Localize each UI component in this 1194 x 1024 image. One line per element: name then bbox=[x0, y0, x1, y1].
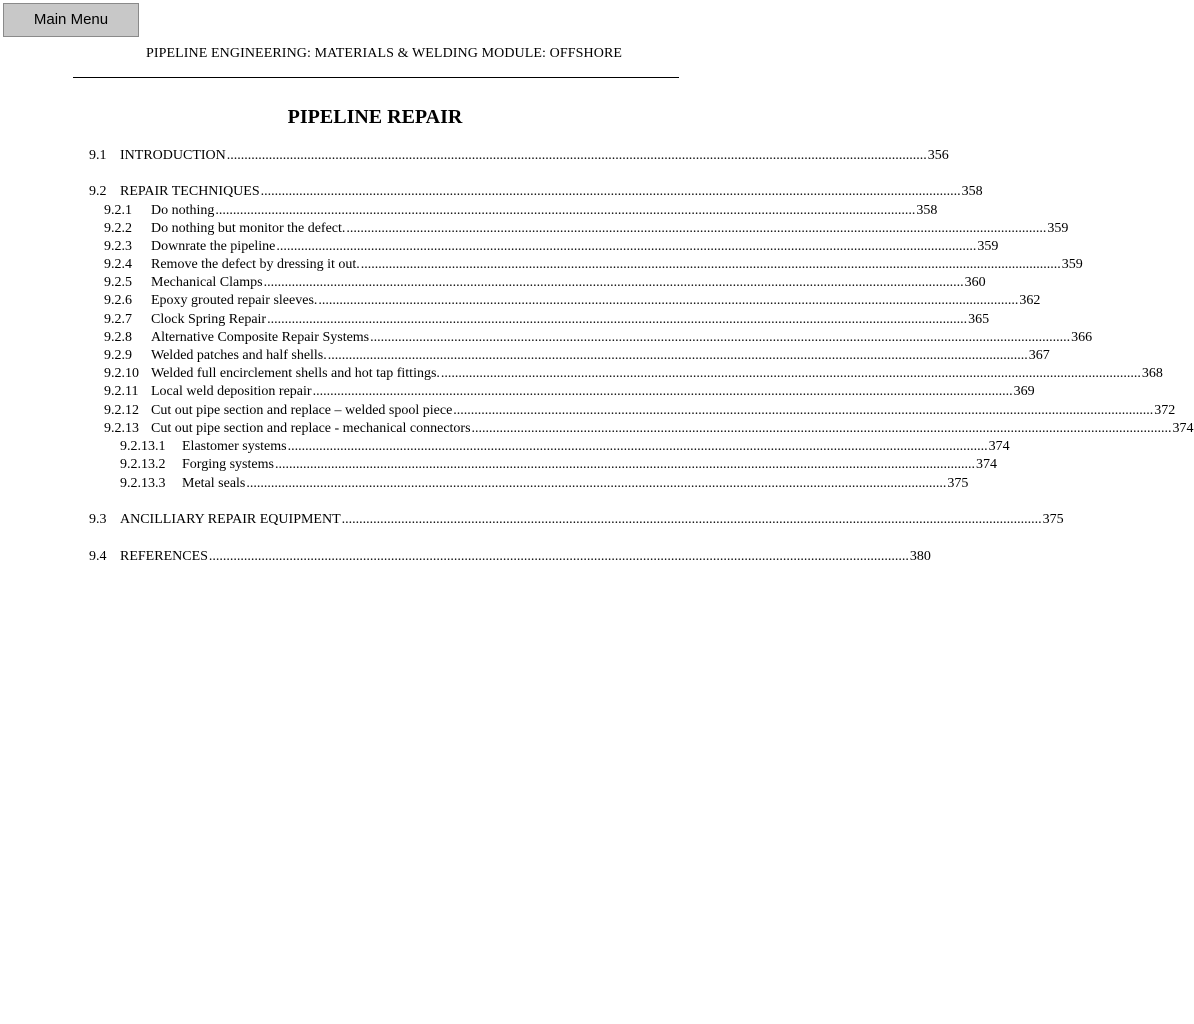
toc-entry-9-4[interactable] bbox=[89, 548, 931, 566]
toc-page-number: 358 bbox=[961, 184, 983, 199]
toc-entry-9-2-13[interactable] bbox=[104, 420, 1194, 438]
toc-number: 9.2.13.2 bbox=[120, 457, 166, 472]
toc-entry-9-1[interactable] bbox=[89, 147, 949, 165]
toc-entry-9-2-7[interactable] bbox=[104, 311, 990, 329]
toc-entry-9-2[interactable] bbox=[89, 183, 983, 201]
toc-leader: ........................................................................................................................................................................................................ bbox=[263, 275, 964, 290]
toc-entry-9-2-10[interactable] bbox=[104, 365, 1163, 383]
toc-number: 9.2.1 bbox=[104, 203, 132, 218]
toc-entry-9-2-9[interactable] bbox=[104, 347, 1050, 365]
toc-page-number: 362 bbox=[1019, 293, 1041, 308]
toc-entry-9-2-2[interactable] bbox=[104, 220, 1069, 238]
toc-title: Epoxy grouted repair sleeves. bbox=[151, 293, 318, 308]
toc-title: Mechanical Clamps bbox=[151, 275, 263, 290]
toc-page-number: 359 bbox=[977, 239, 999, 254]
toc-number: 9.2.3 bbox=[104, 239, 132, 254]
toc-number: 9.2.13.1 bbox=[120, 439, 166, 454]
toc-page-number: 367 bbox=[1028, 348, 1050, 363]
toc-title: Cut out pipe section and replace - mechanical connectors bbox=[151, 421, 471, 436]
toc-number: 9.2.10 bbox=[104, 366, 139, 381]
toc-title: Welded full encirclement shells and hot tap fittings. bbox=[151, 366, 440, 381]
toc-title: Do nothing bbox=[151, 203, 215, 218]
toc-number: 9.1 bbox=[89, 148, 107, 163]
toc-page-number: 372 bbox=[1154, 403, 1176, 418]
toc-leader: ........................................................................................................................................................................................................ bbox=[341, 512, 1042, 527]
toc-title: REFERENCES bbox=[120, 549, 208, 564]
toc-title: REPAIR TECHNIQUES bbox=[120, 184, 260, 199]
toc-number: 9.2.4 bbox=[104, 257, 132, 272]
toc-page-number: 366 bbox=[1071, 330, 1093, 345]
toc-page-number: 375 bbox=[1042, 512, 1064, 527]
toc-number: 9.2.5 bbox=[104, 275, 132, 290]
toc-page-number: 375 bbox=[947, 476, 969, 491]
toc-leader: ........................................................................................................................................................................................................ bbox=[327, 348, 1028, 363]
toc-page-number: 356 bbox=[927, 148, 949, 163]
toc-leader: ........................................................................................................................................................................................................ bbox=[267, 312, 968, 327]
main-menu-button[interactable]: Main Menu bbox=[3, 3, 139, 37]
toc-entry-9-2-6[interactable] bbox=[104, 292, 1041, 310]
toc-title: Alternative Composite Repair Systems bbox=[151, 330, 370, 345]
toc-leader: ........................................................................................................................................................................................................ bbox=[276, 239, 977, 254]
toc-number: 9.2.13.3 bbox=[120, 476, 166, 491]
toc-number: 9.2.12 bbox=[104, 403, 139, 418]
toc-number: 9.2 bbox=[89, 184, 107, 199]
toc-leader: ........................................................................................................................................................................................................ bbox=[287, 439, 988, 454]
toc-page-number: 368 bbox=[1141, 366, 1163, 381]
toc-title: Forging systems bbox=[182, 457, 274, 472]
page-title: PIPELINE REPAIR bbox=[287, 106, 463, 128]
toc-page-number: 365 bbox=[968, 312, 990, 327]
toc-page-number: 359 bbox=[1047, 221, 1069, 236]
toc-leader: ........................................................................................................................................................................................................ bbox=[360, 257, 1061, 272]
toc-leader: ........................................................................................................................................................................................................ bbox=[208, 549, 909, 564]
toc-number: 9.3 bbox=[89, 512, 107, 527]
toc-number: 9.2.8 bbox=[104, 330, 132, 345]
toc-leader: ........................................................................................................................................................................................................ bbox=[274, 457, 975, 472]
toc-title: Welded patches and half shells. bbox=[151, 348, 327, 363]
toc-title: Local weld deposition repair bbox=[151, 384, 312, 399]
toc-leader: ........................................................................................................................................................................................................ bbox=[346, 221, 1047, 236]
toc-entry-9-2-4[interactable] bbox=[104, 256, 1083, 274]
toc-page-number: 359 bbox=[1061, 257, 1083, 272]
toc-entry-9-2-12[interactable] bbox=[104, 402, 1176, 420]
toc-number: 9.2.7 bbox=[104, 312, 132, 327]
toc-entry-9-2-5[interactable] bbox=[104, 274, 986, 292]
toc-page-number: 374 bbox=[988, 439, 1010, 454]
toc-leader: ........................................................................................................................................................................................................ bbox=[246, 476, 947, 491]
toc-page-number: 374 bbox=[1172, 421, 1194, 436]
toc-number: 9.2.2 bbox=[104, 221, 132, 236]
toc-title: Do nothing but monitor the defect. bbox=[151, 221, 346, 236]
toc-title: Metal seals bbox=[182, 476, 246, 491]
toc-title: Remove the defect by dressing it out. bbox=[151, 257, 360, 272]
toc-leader: ........................................................................................................................................................................................................ bbox=[471, 421, 1172, 436]
toc-page-number: 360 bbox=[964, 275, 986, 290]
toc-entry-9-2-11[interactable] bbox=[104, 383, 1035, 401]
toc-page-number: 380 bbox=[909, 549, 931, 564]
toc-title: Clock Spring Repair bbox=[151, 312, 267, 327]
toc-title: Elastomer systems bbox=[182, 439, 287, 454]
toc-entry-9-3[interactable] bbox=[89, 511, 1064, 529]
toc-number: 9.2.11 bbox=[104, 384, 139, 399]
toc-leader: ........................................................................................................................................................................................................ bbox=[318, 293, 1019, 308]
toc-leader: ........................................................................................................................................................................................................ bbox=[226, 148, 927, 163]
toc-entry-9-2-8[interactable] bbox=[104, 329, 1093, 347]
toc-entry-9-2-13-1[interactable] bbox=[120, 438, 1010, 456]
toc-number: 9.2.6 bbox=[104, 293, 132, 308]
running-header: PIPELINE ENGINEERING: MATERIALS & WELDING MODULE: OFFSHORE bbox=[145, 46, 623, 61]
toc-number: 9.2.13 bbox=[104, 421, 139, 436]
toc-leader: ........................................................................................................................................................................................................ bbox=[215, 203, 916, 218]
toc-entry-9-2-13-2[interactable] bbox=[120, 456, 997, 474]
toc-page-number: 358 bbox=[916, 203, 938, 218]
toc-title: Downrate the pipeline bbox=[151, 239, 276, 254]
toc-page-number: 374 bbox=[975, 457, 997, 472]
toc-title: INTRODUCTION bbox=[120, 148, 226, 163]
toc-leader: ........................................................................................................................................................................................................ bbox=[440, 366, 1141, 381]
toc-entry-9-2-3[interactable] bbox=[104, 238, 999, 256]
toc-title: Cut out pipe section and replace – welded spool piece bbox=[151, 403, 453, 418]
toc-leader: ........................................................................................................................................................................................................ bbox=[260, 184, 961, 199]
toc-leader: ........................................................................................................................................................................................................ bbox=[453, 403, 1154, 418]
toc-page-number: 369 bbox=[1013, 384, 1035, 399]
toc-entry-9-2-1[interactable] bbox=[104, 202, 938, 220]
toc-number: 9.4 bbox=[89, 549, 107, 564]
toc-leader: ........................................................................................................................................................................................................ bbox=[370, 330, 1071, 345]
toc-title: ANCILLIARY REPAIR EQUIPMENT bbox=[120, 512, 341, 527]
toc-leader: ........................................................................................................................................................................................................ bbox=[312, 384, 1013, 399]
toc-entry-9-2-13-3[interactable] bbox=[120, 475, 969, 493]
toc-number: 9.2.9 bbox=[104, 348, 132, 363]
